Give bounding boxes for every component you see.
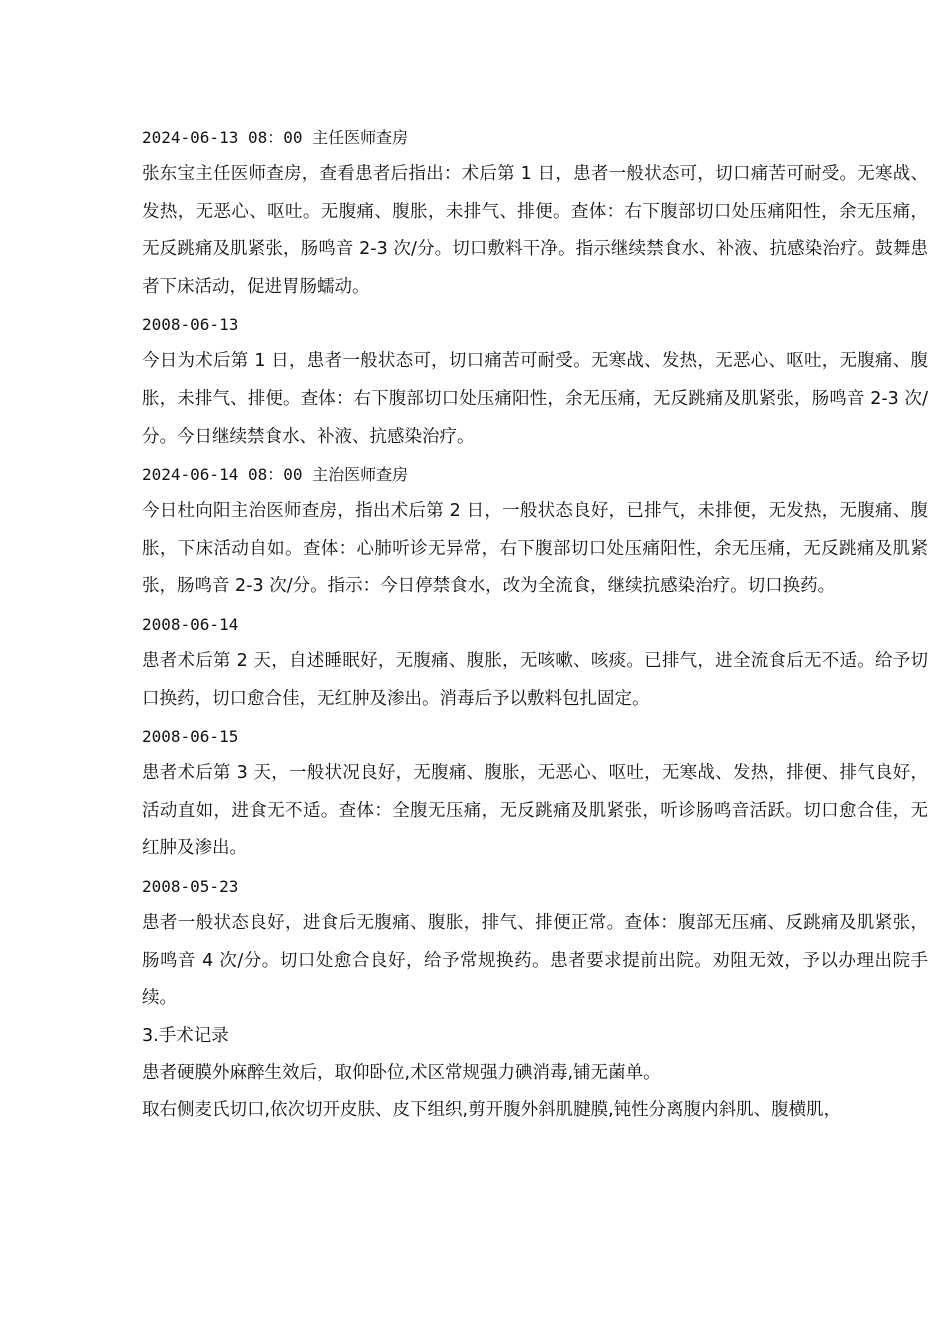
entry-date: 2008-06-14 — [142, 614, 239, 634]
entry-date: 2008-05-23 — [142, 876, 239, 896]
entry-text: 今日杜向阳主治医师查房，指出术后第 2 日，一般状态良好，已排气，未排便，无发热，无腹痛、腹胀，下床活动自如。查体：心肺听诊无异常，右下腹部切口处压痛阳性，余无压痛，无反跳痛及肌紧张，肠鸣音 2-3 次/分。指示：今日停禁食水，改为全流食，继续抗感染治疗。切口换药。 — [142, 501, 928, 597]
entry-text: 患者术后第 2 天，自述睡眠好，无腹痛、腹胀，无咳嗽、咳痰。已排气，进全流食后无不适。给予切口换药，切口愈合佳，无红肿及渗出。消毒后予以敷料包扎固定。 — [142, 650, 928, 709]
entry-text: 患者一般状态良好，进食后无腹痛、腹胀，排气、排便正常。查体：腹部无压痛、反跳痛及肌紧张，肠鸣音 4 次/分。切口处愈合良好，给予常规换药。患者要求提前出院。劝阻无效，予以办理出院手续。 — [142, 912, 928, 1009]
section-line: 患者硬膜外麻醉生效后，取仰卧位,术区常规强力碘消毒,铺无菌单。 — [142, 1062, 661, 1083]
document-page — [142, 119, 928, 1130]
entry-date: 2024-06-13 08：00 主任医师查房 — [142, 128, 409, 147]
entry-text: 患者术后第 3 天，一般状况良好，无腹痛、腹胀，无恶心、呕吐，无寒战、发热，排便、排气良好，活动直如，进食无不适。查体：全腹无压痛，无反跳痛及肌紧张，听诊肠鸣音活跃。切口愈合佳，无红肿及渗出。 — [142, 763, 928, 859]
entry-text: 张东宝主任医师查房，查看患者后指出：术后第 1 日，患者一般状态可，切口痛苦可耐受。无寒战、发热，无恶心、呕吐。无腹痛、腹胀，未排气、排便。查体：右下腹部切口处压痛阳性，余无压痛，无反跳痛及肌紧张，肠鸣音 2-3 次/分。切口敷料干净。指示继续禁食水、补液、抗感染治疗。鼓舞患者下床活动，促进胃肠蠕动。 — [142, 164, 928, 297]
section-heading: 3.手术记录 — [142, 1025, 229, 1046]
entry-text: 今日为术后第 1 日，患者一般状态可，切口痛苦可耐受。无寒战、发热，无恶心、呕吐，无腹痛、腹胀，未排气、排便。查体：右下腹部切口处压痛阳性，余无压痛，无反跳痛及肌紧张，肠鸣音 2-3 次/分。今日继续禁食水、补液、抗感染治疗。 — [142, 351, 928, 447]
section-line: 取右侧麦氏切口,依次切开皮肤、皮下组织,剪开腹外斜肌腱膜,钝性分离腹内斜肌、腹横肌， — [142, 1100, 842, 1121]
entry-date: 2008-06-13 — [142, 315, 239, 335]
entry-date: 2024-06-14 08：00 主治医师查房 — [142, 465, 409, 485]
entry-date: 2008-06-15 — [142, 727, 239, 747]
